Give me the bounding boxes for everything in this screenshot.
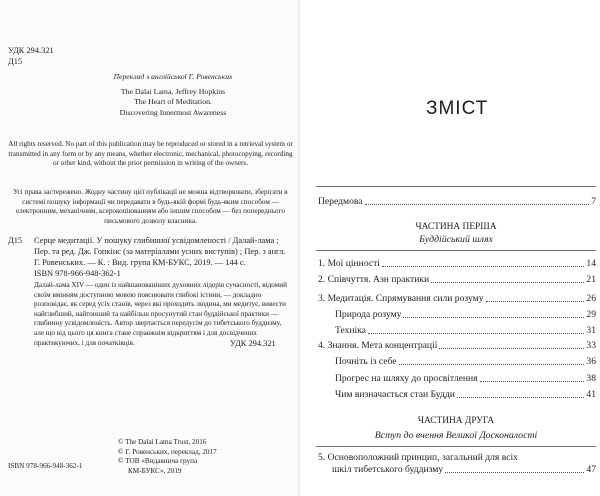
copyright-line: КМ-БУКС», 2019 [128, 466, 182, 475]
leader-dots [439, 348, 584, 349]
toc-entry-title: 3. Медитація. Спрямування сили розуму [318, 293, 484, 304]
toc-entry-preface[interactable] [318, 196, 596, 208]
toc-divider [316, 186, 596, 187]
isbn-bottom: ISBN 978-966-948-362-1 [8, 462, 83, 470]
leader-dots [365, 204, 590, 205]
toc-entry-page: 38 [586, 373, 596, 384]
classification-code: Д15 [8, 57, 23, 66]
leader-dots [431, 282, 584, 283]
toc-entry-multiline[interactable] [318, 452, 596, 476]
original-author: The Dalai Lama, Jeffrey Hopkins [120, 87, 226, 96]
bibliographic-record [8, 235, 293, 279]
part-title-1: Буддійський шлях [419, 234, 493, 245]
toc-entry[interactable] [335, 389, 596, 401]
toc-entry-title: Чим визначається стан Будди [335, 389, 455, 400]
toc-entry-title: Почніть із себе [335, 356, 397, 367]
rights-ukrainian: Усі права застережено. Жодну частину цієї публікації не можна відтворювати, зберігати в системі пошуку інформації чи передавати в будь-якій формі будь-яким способом — електронним, механічним, ксерокопіюванням або іншим способом — без попереднього письмового дозволу власника. [13, 188, 288, 225]
rights-english: All rights reserved. No part of this publication may be reproduced or stored in a retrieval system or transmitted in any form or by any means, whether electronic, mechanical, photocopying, recording or other kind, without the prior permission in writing of the owners. [8, 140, 293, 168]
toc-entry-page: 47 [586, 464, 596, 475]
biblio-isbn: ISBN 978-966-948-362-1 [34, 269, 121, 278]
original-subtitle: Discovering Innermost Awareness [119, 107, 227, 117]
leader-dots [480, 381, 585, 382]
toc-entry-title: Техніка [335, 325, 366, 336]
toc-entry[interactable] [318, 293, 596, 305]
original-title: The Heart of Meditation. [134, 97, 212, 107]
copyright-line: © Г. Ровенських, переклад, 2017 [118, 447, 217, 456]
toc-entry-title: Природа розуму [335, 309, 402, 320]
toc-divider [316, 250, 596, 251]
toc-entry-page: 7 [591, 196, 596, 207]
leader-dots [445, 472, 584, 473]
toc-entry[interactable] [335, 309, 596, 321]
toc-entry-page: 36 [586, 356, 596, 367]
part-label-2: ЧАСТИНА ДРУГА [417, 416, 495, 426]
toc-entry[interactable] [335, 325, 596, 337]
toc-divider [316, 446, 596, 447]
toc-entry-title: 2. Співчуття. Азн практики [318, 274, 430, 285]
leader-dots [382, 266, 584, 267]
toc-entry-page: 14 [586, 258, 596, 269]
annotation: Далай-лама XIV — один із найшанованіших духовних лідерів сучасності, відомий своїм вмінням доступною мовою пояснювати глибокі істини, — докладно розповідає, як серед усіх станів, через які проходить людина, ми медитує, вивести найглибший, найтонший та найбільш просунутий стан буддійської практики — глибинну усвідомленість. Автор звертається передусім до тибетського буддизму, але що від цього ця книга стане справжнім відкриттям і для досвідчених практикуючих, і для початківців. [34, 281, 288, 347]
toc-entry-title: 1. Мої цінності [318, 258, 380, 269]
toc-entry[interactable] [318, 258, 596, 270]
toc-entry-page: 33 [586, 340, 596, 351]
biblio-code: Д15 [8, 236, 23, 245]
udk-code-right: УДК 294.321 [230, 339, 276, 348]
toc-entry-page: 31 [586, 325, 596, 336]
toc-entry-title: 4. Знання. Мета концентрації [318, 340, 438, 351]
leader-dots [368, 333, 584, 334]
leader-dots [486, 301, 585, 302]
toc-entry-title: Прогрес на шляху до просвітлення [335, 373, 478, 384]
toc-entry-line2 [318, 464, 596, 476]
leader-dots [403, 317, 584, 318]
udk-code-top [8, 45, 54, 67]
toc-entry[interactable] [318, 274, 596, 286]
toc-entry-page: 21 [586, 274, 596, 285]
leader-dots [399, 364, 585, 365]
part-title-2: Вступ до вчення Великої Досконалості [374, 430, 538, 441]
toc-heading: ЗМІСТ [426, 98, 489, 119]
copyright-line: © The Dalai Lama Trust, 2016 [118, 438, 207, 446]
copyright-block [118, 438, 298, 476]
toc-entry-title: Передмова [318, 196, 363, 207]
toc-entry-title-line1: 5. Основоположний принцип, загальний для всіх [318, 452, 518, 463]
copyright-line: © ТОВ «Видавнича група [118, 457, 198, 466]
udk-number: УДК 294.321 [8, 46, 54, 55]
toc-entry[interactable] [335, 356, 596, 368]
leader-dots [457, 397, 585, 398]
toc-entry[interactable] [318, 340, 596, 352]
part-label-1: ЧАСТИНА ПЕРША [415, 222, 497, 232]
toc-entry-page: 29 [586, 309, 596, 320]
biblio-description: Серце медитації. У пошуку глибинної усвідомленості / Далай-лама ; Пер. та ред. Дж. Гопкінс (за матеріалами усних виступів) ; Пер. з англ. Г. Ровенських. — К. : Вид. група КМ-БУКС, 2019. — 144 с. [34, 236, 286, 267]
translator-credit: Переклад з англійської Г. Ровенських [113, 72, 233, 81]
toc-entry-page: 41 [586, 389, 596, 400]
toc-entry-page: 26 [586, 293, 596, 304]
credits-block [68, 72, 278, 118]
toc-entry[interactable] [335, 373, 596, 385]
toc-entry-title-line2: шкіл тибетського буддизму [332, 464, 444, 475]
